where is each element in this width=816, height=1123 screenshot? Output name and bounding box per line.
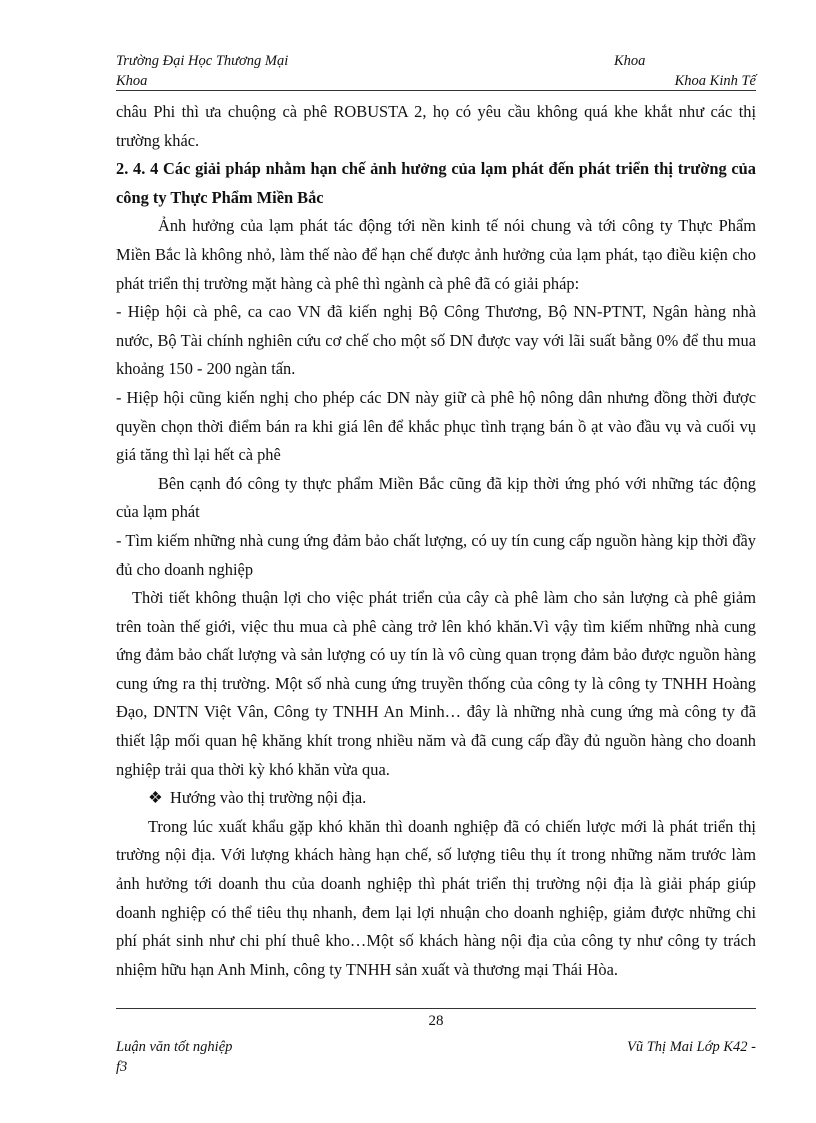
page-number: 28 bbox=[428, 1013, 444, 1029]
paragraph-2: - Hiệp hội cà phê, ca cao VN đã kiến nghị Bộ Công Thương, Bộ NN-PTNT, Ngân hàng nhà nước, Bộ Tài chính nghiên cứu cơ chế cho một số DN được vay với lãi suất bằng 0% để thu mua khoảng 150 - 200 ngàn tấn. bbox=[116, 302, 756, 379]
paragraph-7: Trong lúc xuất khẩu gặp khó khăn thì doanh nghiệp đã có chiến lược mới là phát triển thị trường nội địa. Với lượng khách hàng hạn chế, số lượng tiêu thụ ít trong những năm trước làm ảnh hưởng tới doanh thu của doanh nghiệp thì phát triển thị trường nội địa là giải pháp giúp doanh nghiệp có thể tiêu thụ nhanh, đem lại lợi nhuận cho doanh nghiệp, giảm được những chi phí phát sinh như chi phí thuê kho…Một số khách hàng nội địa của công ty như công ty trách nhiệm hữu hạn Anh Minh, công ty TNHH sản xuất và thương mại Thái Hòa. bbox=[116, 816, 756, 979]
bullet-text: Hướng vào thị trường nội địa. bbox=[170, 788, 367, 808]
header-school: Trường Đại Học Thương Mại bbox=[116, 53, 289, 69]
footer-left-2: f3 bbox=[116, 1059, 128, 1075]
diamond-bullet-icon: ❖ bbox=[148, 788, 163, 808]
header-rule bbox=[116, 90, 756, 91]
bullet-item bbox=[116, 784, 756, 813]
paragraph-6: Thời tiết không thuận lợi cho việc phát triển của cây cà phê làm cho sản lượng cà phê giảm trên toàn thế giới, việc thu mua cà phê càng trở lên khó khăn.Vì vậy tìm kiếm những nhà cung ứng đảm bảo chất lượng và sản lượng có uy tín là vô cùng quan trọng đảm bảo được nguồn hàng cung ứng ra thị trường. Một số nhà cung ứng truyền thống của công ty là công ty TNHH Hoàng Đạo, DNTN Việt Vân, Công ty TNHH An Minh… đây là những nhà cung ứng mà công ty đã thiết lập mối quan hệ khăng khít trong nhiều năm và đã cung cấp đầy đủ nguồn hàng cho doanh nghiệp trải qua thời kỳ khó khăn vừa qua. bbox=[116, 588, 756, 779]
footer-rule bbox=[116, 1008, 756, 1009]
footer-left: Luận văn tốt nghiệp bbox=[116, 1039, 233, 1055]
header-khoa-right: Khoa Kinh Tế bbox=[674, 73, 756, 89]
paragraph-3: - Hiệp hội cũng kiến nghị cho phép các DN này giữ cà phê hộ nông dân nhưng đồng thời được quyền chọn thời điểm bán ra khi giá lên để khắc phục tình trạng bán ồ ạt vào đầu vụ và cuối vụ giá tăng thì lại hết cà phê bbox=[116, 387, 756, 465]
paragraph-4: Bên cạnh đó công ty thực phẩm Miền Bắc cũng đã kịp thời ứng phó với những tác động của lạm phát bbox=[116, 473, 756, 522]
header-khoa-top: Khoa bbox=[614, 53, 646, 69]
paragraph-1: Ảnh hưởng của lạm phát tác động tới nền kinh tế nói chung và tới công ty Thực Phẩm Miền Bắc là không nhỏ, làm thế nào để hạn chế được ảnh hưởng của lạm phát, tạo điều kiện cho phát triển thị trường mặt hàng cà phê thì ngành cà phê đã có giải pháp: bbox=[116, 216, 756, 293]
paragraph-5: - Tìm kiếm những nhà cung ứng đảm bảo chất lượng, có uy tín cung cấp nguồn hàng kịp thời đầy đủ cho doanh nghiệp bbox=[116, 530, 756, 579]
footer-right: Vũ Thị Mai Lớp K42 - bbox=[627, 1039, 756, 1055]
header-khoa-left: Khoa bbox=[116, 73, 148, 89]
paragraph-intro: châu Phi thì ưa chuộng cà phê ROBUSTA 2, họ có yêu cầu không quá khe khắt như các thị trường khác. bbox=[116, 102, 756, 150]
section-heading: 2. 4. 4 Các giải pháp nhằm hạn chế ảnh hưởng của lạm phát đến phát triển thị trường của công ty Thực Phẩm Miền Bắc bbox=[116, 159, 756, 207]
page-body bbox=[116, 98, 756, 984]
